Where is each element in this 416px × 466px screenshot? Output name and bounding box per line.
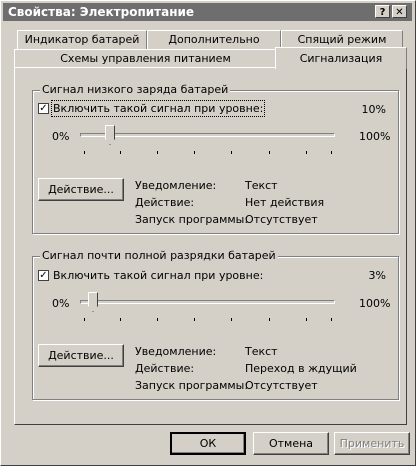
slider-tick xyxy=(306,151,307,154)
apply-button[interactable]: Применить xyxy=(334,432,410,455)
low-battery-alarm-group xyxy=(32,83,399,234)
critical-alarm-notification-value: Текст xyxy=(245,345,278,358)
tab-battery-meter[interactable]: Индикатор батарей xyxy=(17,30,147,49)
critical-alarm-checkbox-label[interactable]: Включить такой сигнал при уровне: xyxy=(53,269,264,282)
low-alarm-slider-thumb[interactable] xyxy=(105,125,115,145)
slider-tick xyxy=(269,151,270,154)
low-alarm-action-value: Нет действия xyxy=(245,196,325,209)
slider-tick xyxy=(306,318,307,321)
critical-alarm-action-value: Переход в ждущий xyxy=(245,362,357,375)
critical-alarm-group-title: Сигнал почти полной разрядки батарей xyxy=(42,249,276,262)
critical-alarm-min-label: 0% xyxy=(52,297,70,310)
slider-tick xyxy=(157,318,158,321)
slider-tick xyxy=(84,151,85,154)
low-alarm-group-title: Сигнал низкого заряда батарей xyxy=(42,83,229,96)
critical-alarm-max-label: 100% xyxy=(359,297,391,310)
low-alarm-level-value: 10% xyxy=(361,103,386,116)
slider-tick xyxy=(331,151,332,154)
low-alarm-program-key: Запуск программы: xyxy=(135,213,249,226)
slider-tick xyxy=(194,151,195,154)
critical-alarm-slider-thumb[interactable] xyxy=(88,292,98,312)
slider-tick xyxy=(194,318,195,321)
slider-tick xyxy=(331,318,332,321)
slider-tick xyxy=(157,151,158,154)
tab-hibernate[interactable]: Спящий режим xyxy=(281,30,403,49)
low-alarm-max-label: 100% xyxy=(359,130,391,143)
low-alarm-program-value: Отсутствует xyxy=(245,213,318,226)
low-alarm-action-button[interactable]: Действие... xyxy=(38,178,124,201)
low-alarm-action-key: Действие: xyxy=(135,196,195,209)
title-bar[interactable] xyxy=(3,3,412,21)
tab-advanced[interactable]: Дополнительно xyxy=(147,30,281,49)
slider-tick xyxy=(120,151,121,154)
help-button[interactable]: ? xyxy=(375,5,390,18)
ok-button[interactable]: ОК xyxy=(170,432,246,455)
low-alarm-notification-key: Уведомление: xyxy=(135,179,217,192)
critical-battery-alarm-group xyxy=(32,249,399,400)
critical-alarm-action-button[interactable]: Действие... xyxy=(38,344,124,367)
critical-alarm-program-value: Отсутствует xyxy=(245,379,318,392)
tab-power-schemes[interactable]: Схемы управления питанием xyxy=(14,49,277,67)
window-title: Свойства: Электропитание xyxy=(8,5,195,19)
low-alarm-slider-track[interactable] xyxy=(80,133,335,137)
critical-alarm-program-key: Запуск программы: xyxy=(135,379,249,392)
low-alarm-min-label: 0% xyxy=(52,130,70,143)
low-alarm-checkbox[interactable]: ✓ xyxy=(39,103,48,114)
slider-tick xyxy=(84,318,85,321)
close-button[interactable]: ✕ xyxy=(392,5,407,18)
critical-alarm-notification-key: Уведомление: xyxy=(135,345,217,358)
alarms-panel xyxy=(14,67,407,425)
slider-tick xyxy=(231,318,232,321)
critical-alarm-slider-track[interactable] xyxy=(80,300,335,304)
critical-alarm-level-value: 3% xyxy=(368,269,386,282)
cancel-button[interactable]: Отмена xyxy=(253,432,329,455)
critical-alarm-checkbox[interactable]: ✓ xyxy=(39,270,48,281)
slider-tick xyxy=(231,151,232,154)
slider-tick xyxy=(269,318,270,321)
low-alarm-checkbox-label[interactable]: Включить такой сигнал при уровне: xyxy=(53,102,264,115)
tab-alarms[interactable]: Сигнализация xyxy=(275,47,407,69)
critical-alarm-action-key: Действие: xyxy=(135,362,195,375)
low-alarm-notification-value: Текст xyxy=(245,179,278,192)
slider-tick xyxy=(120,318,121,321)
